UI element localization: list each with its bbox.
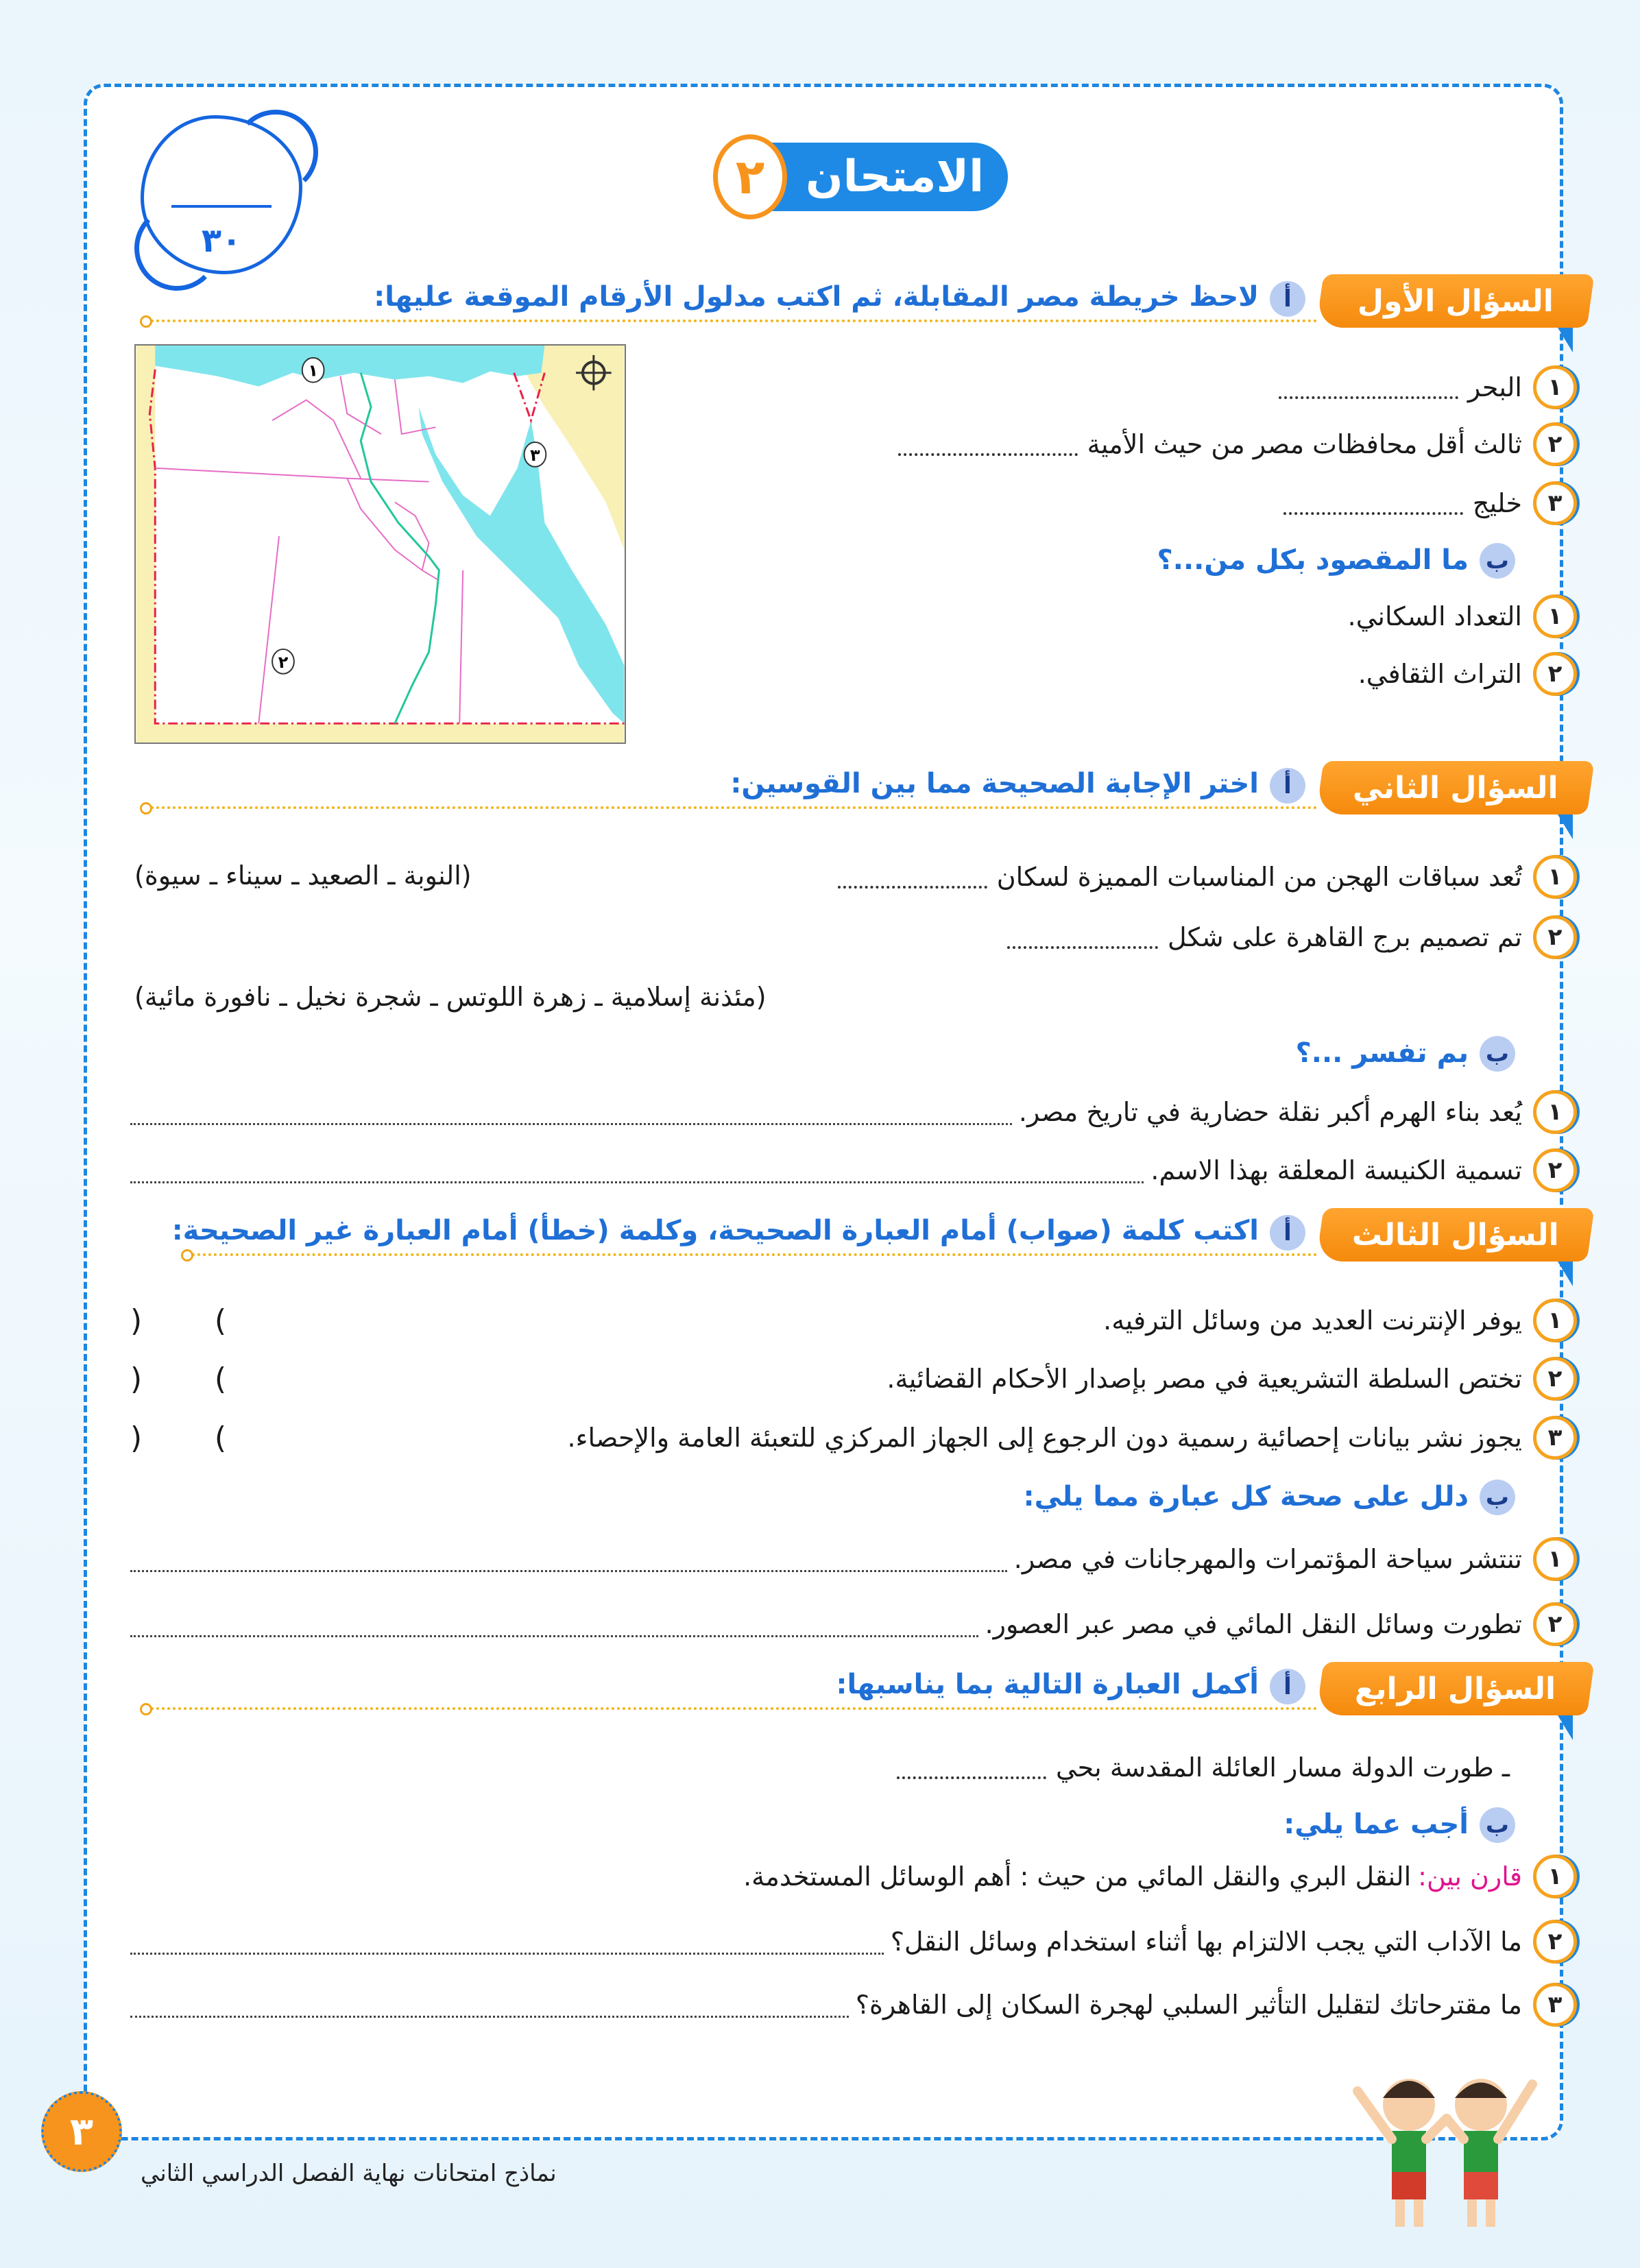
part-instruction: أكمل العبارة التالية بما يناسبها:: [836, 1669, 1259, 1700]
item-number-badge: ٣: [1533, 1416, 1577, 1460]
part-letter-badge: ب: [1480, 1480, 1515, 1515]
answer-blank[interactable]: [897, 1756, 1046, 1779]
svg-text:١: ١: [308, 361, 318, 381]
item-text: تطورت وسائل النقل المائي في مصر عبر العصور.: [985, 1609, 1522, 1639]
exam-title-text: الامتحان: [805, 152, 985, 202]
item-text: تنتشر سياحة المؤتمرات والمهرجانات في مصر.: [1013, 1544, 1522, 1574]
question-item: [130, 1921, 1522, 1962]
item-number-badge: ٢: [1533, 1602, 1577, 1646]
question-item: [130, 653, 1522, 695]
paren-close: ): [214, 1361, 226, 1397]
part-instruction: دلل على صحة كل عبارة مما يلي:: [1023, 1481, 1469, 1512]
score-total: ٣٠: [201, 221, 242, 260]
item-text: يُعد بناء الهرم أكبر نقلة حضارية في تاريخ مصر.: [1018, 1097, 1522, 1127]
svg-text:٢: ٢: [278, 652, 289, 672]
item-number-badge: ٣: [1533, 1983, 1577, 2027]
part-letter-badge: ب: [1480, 1036, 1515, 1072]
item-number-badge: ١: [1533, 855, 1577, 899]
item-text: تختص السلطة التشريعية في مصر بإصدار الأحكام القضائية.: [887, 1364, 1522, 1394]
question-item: [130, 424, 1522, 465]
question-item: [130, 917, 1522, 958]
part-letter-badge: ب: [1480, 543, 1515, 579]
answer-parentheses[interactable]: [130, 1421, 226, 1456]
item-number-badge: ٢: [1533, 915, 1577, 959]
section-title: السؤال الأول: [1357, 283, 1554, 319]
score-decoration: [233, 110, 318, 195]
part-letter-badge: أ: [1270, 281, 1305, 317]
item-number-badge: ١: [1533, 1855, 1577, 1898]
section-flag: [1558, 328, 1573, 352]
answer-line[interactable]: [130, 1547, 1007, 1572]
section-header-tab: [1316, 1662, 1595, 1715]
section-header-tab: [1316, 761, 1595, 815]
item-text: ما مقترحاتك لتقليل التأثير السلبي لهجرة السكان إلى القاهرة؟: [855, 1990, 1522, 2020]
item-text: ما الآداب التي يجب الالتزام بها أثناء استخدام وسائل النقل؟: [890, 1927, 1522, 1957]
part-letter-badge: أ: [1270, 1669, 1305, 1704]
question-item: [130, 1984, 1522, 2025]
item-text: يجوز نشر بيانات إحصائية رسمية دون الرجوع إلى الجهاز المركزي للتعبئة العامة والإحصاء.: [567, 1423, 1522, 1453]
item-number-badge: ٢: [1533, 1920, 1577, 1964]
item-number-badge: ١: [1533, 1299, 1577, 1342]
part-letter-badge: ب: [1480, 1807, 1515, 1843]
instruction-underline: [145, 1707, 1318, 1710]
answer-line[interactable]: [130, 1158, 1144, 1183]
item-text: تُعد سباقات الهجن من المناسبات المميزة لسكان: [996, 862, 1522, 892]
question-item: [130, 367, 1522, 408]
underline-end-dot: [140, 315, 152, 328]
answer-blank[interactable]: [1007, 926, 1158, 949]
kids-illustration: [1344, 2057, 1543, 2235]
section-title: السؤال الرابع: [1354, 1671, 1556, 1706]
part-instruction: ما المقصود بكل من...؟: [1157, 544, 1469, 576]
question-item: [130, 596, 1522, 637]
exam-title: [768, 143, 1008, 211]
part-instruction: بم تفسر ...؟: [1295, 1037, 1469, 1069]
answer-blank[interactable]: [838, 865, 987, 889]
answer-blank[interactable]: [1279, 376, 1458, 399]
paren-close: ): [214, 1420, 226, 1456]
answer-blank[interactable]: [1283, 492, 1463, 515]
section-header-tab: [1316, 274, 1595, 328]
section-title: السؤال الثالث: [1351, 1217, 1559, 1253]
item-number-badge: ١: [1533, 594, 1577, 638]
question-item: [130, 1604, 1522, 1645]
item-number-badge: ١: [1533, 365, 1577, 409]
item-text: ـ طورت الدولة مسار العائلة المقدسة بحي: [1055, 1752, 1510, 1783]
section-header-tab: [1316, 1208, 1595, 1262]
paren-close: ): [214, 1303, 226, 1338]
instruction-underline: [186, 1253, 1318, 1256]
part-instruction: أجب عما يلي:: [1283, 1809, 1469, 1840]
section-flag: [1558, 1262, 1573, 1286]
svg-text:٣: ٣: [530, 445, 540, 465]
question-item: [130, 1300, 1522, 1341]
question-item: [130, 1539, 1522, 1580]
part-letter-badge: أ: [1270, 1215, 1305, 1251]
paren-open: (: [130, 1361, 143, 1397]
item-text: خليج: [1472, 488, 1522, 518]
underline-end-dot: [181, 1249, 193, 1262]
part-instruction: لاحظ خريطة مصر المقابلة، ثم اكتب مدلول الأرقام الموقعة عليها:: [374, 281, 1259, 313]
question-item: [130, 1747, 1510, 1788]
item-number-badge: ٢: [1533, 652, 1577, 696]
item-text: النقل البري والنقل المائي من حيث : أهم الوسائل المستخدمة.: [743, 1861, 1412, 1892]
question-item: [130, 1417, 1522, 1458]
item-number-badge: ٢: [1533, 1357, 1577, 1401]
answer-blank[interactable]: [898, 433, 1078, 456]
answer-line[interactable]: [130, 1612, 978, 1637]
question-item: [130, 1091, 1522, 1133]
answer-line[interactable]: [130, 1100, 1012, 1125]
item-text: التعداد السكاني.: [1347, 601, 1522, 631]
underline-end-dot: [140, 1703, 152, 1715]
section-flag: [1558, 1715, 1573, 1740]
section-title: السؤال الثاني: [1352, 770, 1558, 806]
answer-choices: (النوبة ـ الصعيد ـ سيناء ـ سيوة): [134, 860, 472, 891]
question-item: [130, 1856, 1522, 1897]
item-number-badge: ٢: [1533, 422, 1577, 466]
item-text: البحر: [1467, 372, 1522, 402]
part-instruction: اختر الإجابة الصحيحة مما بين القوسين:: [730, 768, 1259, 799]
compare-prefix: قارن بين:: [1418, 1861, 1522, 1892]
item-text: ثالث أقل محافظات مصر من حيث الأمية: [1087, 429, 1522, 459]
item-text: تم تصميم برج القاهرة على شكل: [1168, 922, 1522, 952]
question-item: [130, 1150, 1522, 1191]
part-instruction: اكتب كلمة (صواب) أمام العبارة الصحيحة، وكلمة (خطأ) أمام العبارة غير الصحيحة:: [171, 1215, 1259, 1246]
item-number-badge: ٢: [1533, 1148, 1577, 1192]
paren-open: (: [130, 1303, 143, 1338]
answer-parentheses[interactable]: [130, 1362, 226, 1397]
question-item: [130, 1358, 1522, 1399]
footer-text: نماذج امتحانات نهاية الفصل الدراسي الثاني: [141, 2160, 557, 2187]
answer-line[interactable]: [130, 1992, 849, 2018]
underline-end-dot: [140, 802, 152, 815]
item-number-badge: ١: [1533, 1537, 1577, 1581]
question-item: [130, 483, 1522, 524]
item-number-badge: ٣: [1533, 481, 1577, 525]
item-text: يوفر الإنترنت العديد من وسائل الترفيه.: [1103, 1305, 1522, 1336]
score-decoration: [134, 206, 219, 291]
instruction-underline: [145, 806, 1318, 809]
answer-parentheses[interactable]: [130, 1303, 226, 1338]
item-text: التراث الثقافي.: [1358, 659, 1522, 689]
answer-line[interactable]: [130, 1929, 884, 1955]
part-letter-badge: أ: [1270, 768, 1305, 804]
item-number-badge: ١: [1533, 1090, 1577, 1134]
instruction-underline: [145, 319, 1318, 322]
answer-choices: (مئذنة إسلامية ـ زهرة اللوتس ـ شجرة نخيل ـ نافورة مائية): [134, 982, 767, 1012]
item-text: تسمية الكنيسة المعلقة بهذا الاسم.: [1150, 1155, 1522, 1185]
paren-open: (: [130, 1420, 143, 1456]
section-flag: [1558, 815, 1573, 839]
exam-number: ٢: [713, 134, 787, 219]
page-number: ٣: [41, 2091, 122, 2172]
